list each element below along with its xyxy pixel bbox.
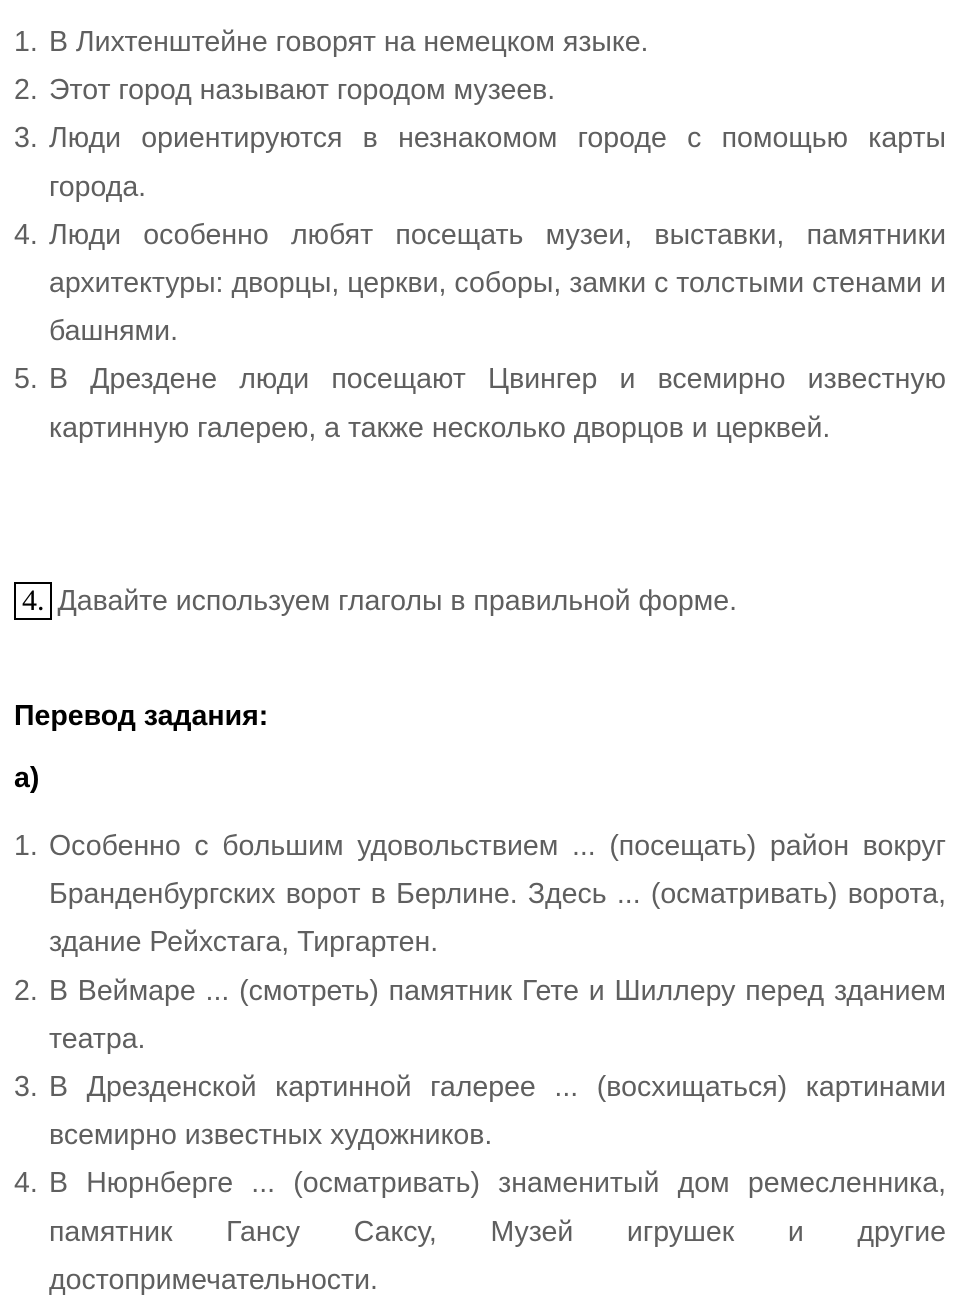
task-instruction: Давайте используем глаголы в правильной форме. <box>57 584 738 617</box>
item-number: 4. <box>14 1167 38 1200</box>
item-text: Особенно с большим удовольствием ... (посещать) район вокруг Бранденбургских ворот в Берлине. Здесь ... (осматривать) ворота, здание Рейхстага, Тиргартен. <box>49 830 946 959</box>
list-item <box>14 1159 946 1304</box>
item-number: 2. <box>14 74 38 107</box>
task-line <box>14 578 737 624</box>
item-number: 2. <box>14 974 38 1007</box>
item-text: В Дрездене люди посещают Цвингер и всемирно известную картинную галерею, а также несколько дворцов и церквей. <box>49 363 946 444</box>
exercise-list <box>14 822 946 1304</box>
list-item <box>14 967 946 1063</box>
list-item <box>14 355 946 451</box>
item-text: В Нюрнберге ... (осматривать) знаменитый дом ремесленника, памятник Гансу Саксу, Музей игрушек и другие достопримечательности. <box>49 1167 946 1296</box>
item-number: 1. <box>14 830 38 862</box>
item-number: 5. <box>14 363 38 396</box>
item-text: Люди особенно любят посещать музеи, выставки, памятники архитектуры: дворцы, церкви, соборы, замки с толстыми стенами и башнями. <box>49 218 946 348</box>
task-number-box: 4. <box>14 582 52 620</box>
item-text: В Лихтенштейне говорят на немецком языке. <box>49 26 649 58</box>
list-item <box>14 211 946 356</box>
list-item <box>14 1063 946 1159</box>
item-number: 4. <box>14 218 38 251</box>
list-item <box>14 114 946 210</box>
list-item <box>14 822 946 967</box>
item-number: 3. <box>14 122 38 155</box>
item-number: 1. <box>14 26 38 58</box>
answer-list <box>14 18 946 452</box>
item-text: Люди ориентируются в незнакомом городе с помощью карты города. <box>49 122 946 203</box>
list-item <box>14 18 946 66</box>
list-item <box>14 66 946 114</box>
item-number: 3. <box>14 1071 38 1104</box>
translation-heading: Перевод задания: <box>14 700 269 732</box>
part-label: а) <box>14 762 40 794</box>
item-text: Этот город называют городом музеев. <box>49 74 556 107</box>
item-text: В Дрезденской картинной галерее ... (восхищаться) картинами всемирно известных художников. <box>49 1071 946 1152</box>
item-text: В Веймаре ... (смотреть) памятник Гете и Шиллеру перед зданием театра. <box>49 974 946 1055</box>
